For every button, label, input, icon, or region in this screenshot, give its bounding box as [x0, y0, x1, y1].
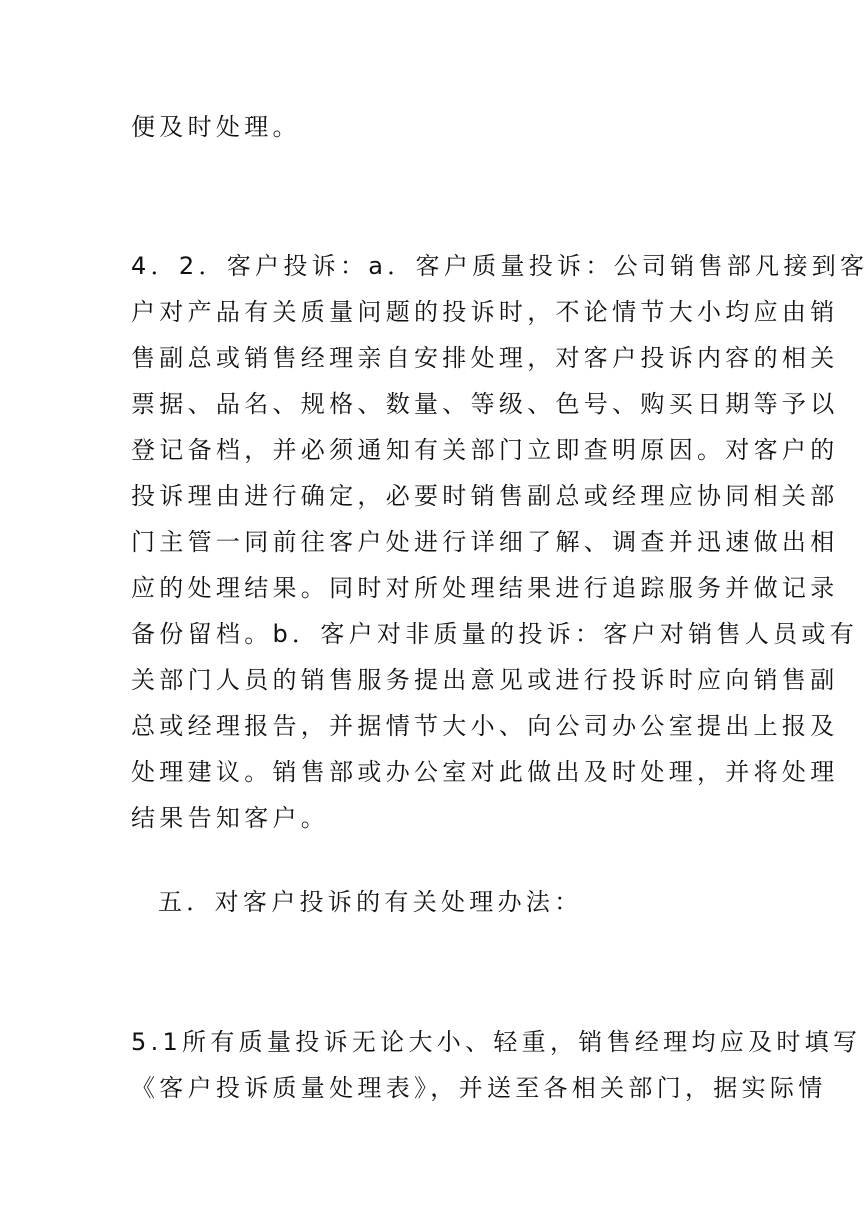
- paragraph-line: 备份留档。b．客户对非质量的投诉：客户对销售人员或有: [131, 620, 859, 648]
- paragraph-line: 4．2．客户投诉：a．客户质量投诉：公司销售部凡接到客: [131, 252, 868, 280]
- section-heading: 五．对客户投诉的有关处理办法：: [158, 888, 583, 916]
- paragraph-line: 户对产品有关质量问题的投诉时，不论情节大小均应由销: [131, 298, 839, 326]
- paragraph-line: 处理建议。销售部或办公室对此做出及时处理，并将处理: [131, 758, 839, 786]
- paragraph-line: 《客户投诉质量处理表》，并送至各相关部门，据实际情: [131, 1074, 827, 1102]
- paragraph-line: 投诉理由进行确定，必要时销售副总或经理应协同相关部: [131, 482, 839, 510]
- paragraph-line: 售副总或销售经理亲自安排处理，对客户投诉内容的相关: [131, 344, 839, 372]
- paragraph-line: 登记备档，并必须通知有关部门立即查明原因。对客户的: [131, 436, 839, 464]
- paragraph-line: 应的处理结果。同时对所处理结果进行追踪服务并做记录: [131, 574, 839, 602]
- paragraph-line: 票据、品名、规格、数量、等级、色号、购买日期等予以: [131, 390, 839, 418]
- paragraph-line: 5.1所有质量投诉无论大小、轻重，销售经理均应及时填写: [131, 1028, 862, 1056]
- paragraph-line: 门主管一同前往客户处进行详细了解、调查并迅速做出相: [131, 528, 839, 556]
- paragraph-line: 关部门人员的销售服务提出意见或进行投诉时应向销售副: [131, 666, 839, 694]
- paragraph-line: 便及时处理。: [131, 113, 301, 141]
- paragraph-line: 总或经理报告，并据情节大小、向公司办公室提出上报及: [131, 712, 839, 740]
- paragraph-line: 结果告知客户。: [131, 804, 330, 832]
